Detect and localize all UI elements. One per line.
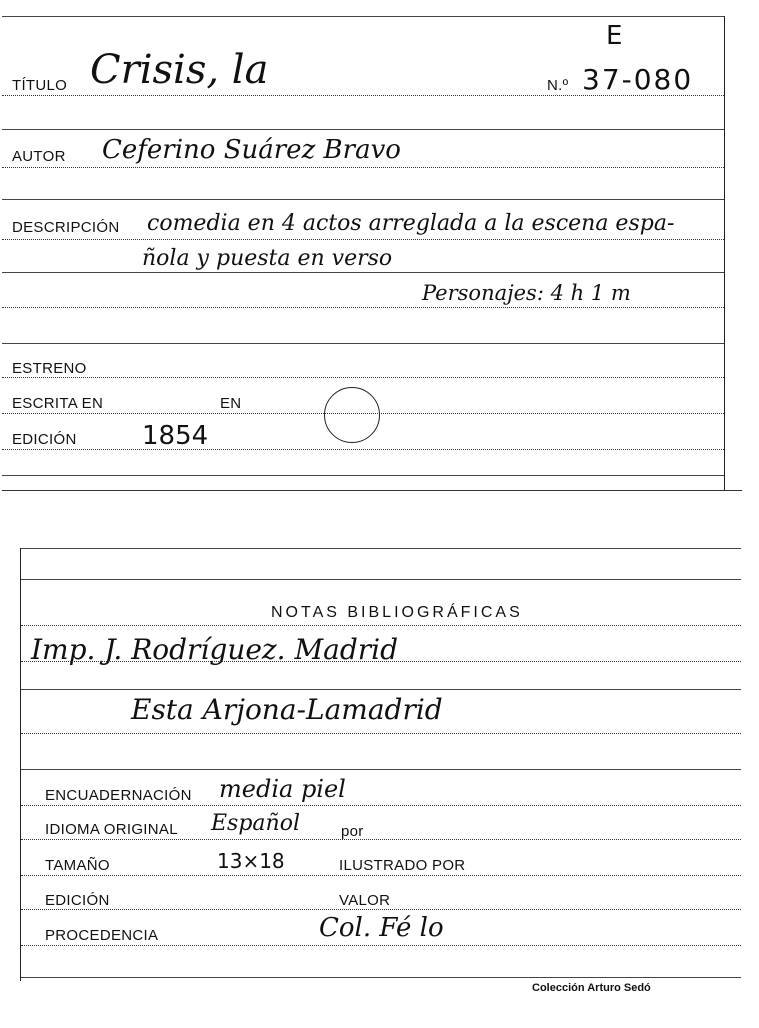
en-label: EN <box>220 395 242 412</box>
estreno-dotline <box>2 377 724 378</box>
punch-hole <box>324 387 380 443</box>
ilustrado-por-label: ILUSTRADO POR <box>339 857 466 874</box>
titulo-value: Crisis, la <box>90 47 269 93</box>
tamano-dotline <box>21 875 741 876</box>
numero-label: N.º <box>547 77 569 94</box>
titulo-label: TÍTULO <box>12 77 68 94</box>
autor-label: AUTOR <box>12 148 66 165</box>
por-label: por <box>341 823 364 840</box>
tamano-label: TAMAÑO <box>45 857 110 874</box>
descripcion-line3: Personajes: 4 h 1 m <box>422 281 631 305</box>
rule-5 <box>2 475 724 476</box>
idioma-original-value: Español <box>211 811 300 836</box>
procedencia-label: PROCEDENCIA <box>45 927 159 944</box>
tamano-value: 13×18 <box>217 849 285 873</box>
catalog-card-bottom <box>20 548 741 981</box>
escrita-en-label: ESCRITA EN <box>12 395 104 412</box>
encuadernacion-label: ENCUADERNACIÓN <box>45 787 192 804</box>
encuadernacion-value: media piel <box>219 775 346 803</box>
autor-value: Ceferino Suárez Bravo <box>102 135 401 165</box>
edicion-label: EDICIÓN <box>12 431 77 448</box>
edicion-b-label: EDICIÓN <box>45 892 110 909</box>
rule-3 <box>2 272 724 273</box>
corner-mark: E <box>606 21 623 51</box>
rule-b4 <box>21 977 741 978</box>
edicion-value: 1854 <box>142 421 209 451</box>
procedencia-value: Col. Fé lo <box>319 913 444 943</box>
notas-heading: NOTAS BIBLIOGRÁFICAS <box>271 604 523 621</box>
rule-b3 <box>21 769 741 770</box>
estreno-label: ESTRENO <box>12 360 87 377</box>
titulo-dotline <box>2 95 724 96</box>
valor-label: VALOR <box>339 892 391 909</box>
descripcion-dotline-2 <box>2 307 724 308</box>
collection-footer: Colección Arturo Sedó <box>532 982 651 994</box>
descripcion-dotline-1 <box>2 239 724 240</box>
descripcion-line2: ñola y puesta en verso <box>142 246 393 271</box>
autor-dotline <box>2 167 724 168</box>
descripcion-line1: comedia en 4 actos arreglada a la escena espa- <box>147 211 675 236</box>
card-top-bottom-edge <box>2 490 742 491</box>
heading-dotline <box>21 625 741 626</box>
notas-line1: Imp. J. Rodríguez. Madrid <box>31 633 399 666</box>
procedencia-dotline <box>21 945 741 946</box>
rule-b2 <box>21 689 741 690</box>
edicion-b-dotline <box>21 909 741 910</box>
encuadernacion-dotline <box>21 805 741 806</box>
numero-value: 37-080 <box>582 63 694 96</box>
notas-dotline-1 <box>21 661 741 662</box>
rule-2 <box>2 199 724 200</box>
idioma-dotline <box>21 839 741 840</box>
idioma-original-label: IDIOMA ORIGINAL <box>45 821 178 838</box>
edicion-dotline <box>2 449 724 450</box>
rule-1 <box>2 129 724 130</box>
notas-dotline-2 <box>21 733 741 734</box>
descripcion-label: DESCRIPCIÓN <box>12 219 120 236</box>
rule-b1 <box>21 579 741 580</box>
rule-4 <box>2 343 724 344</box>
catalog-card-top <box>2 16 725 491</box>
notas-line2: Esta Arjona-Lamadrid <box>131 693 443 726</box>
